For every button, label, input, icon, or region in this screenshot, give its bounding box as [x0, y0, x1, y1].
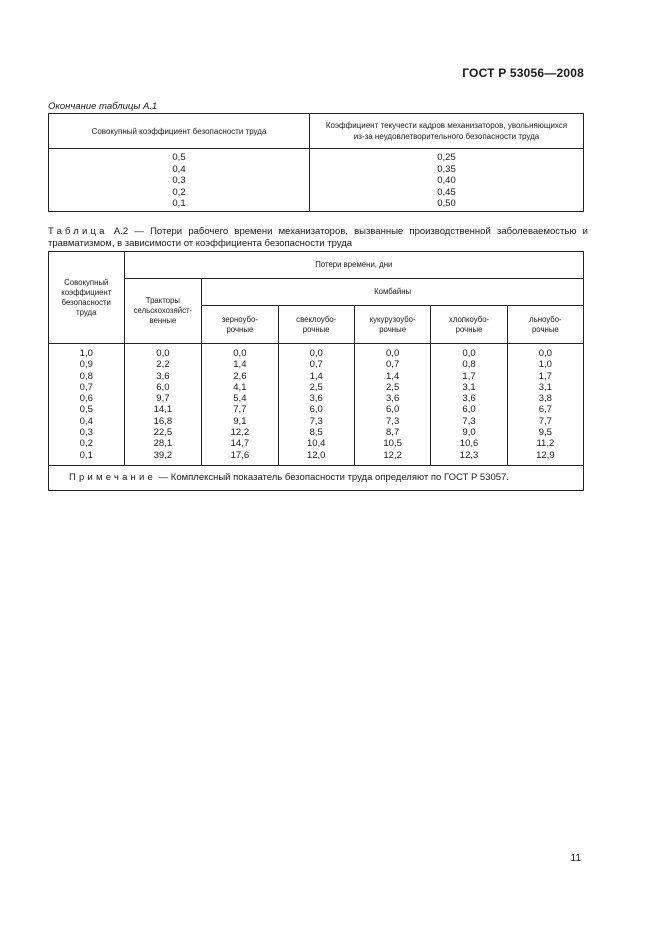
table-label: Таблица — [48, 226, 108, 237]
table-cell: 12,0 — [306, 449, 326, 461]
table-cell: 0,3 — [172, 175, 186, 187]
table-cell: 11,2 — [536, 438, 555, 450]
header-line: рочные — [379, 324, 407, 334]
table-a1-caption: Окончание таблицы А.1 — [48, 101, 158, 112]
table-cell: 1,0 — [538, 359, 552, 371]
table-cell: 22,5 — [153, 427, 173, 439]
table-cell: 7,7 — [538, 415, 552, 427]
table-cell: 16,8 — [153, 415, 173, 427]
table-cell: 0,5 — [79, 404, 93, 416]
table-cell: 12,2 — [230, 427, 250, 439]
table-a2-combine-type-header — [431, 306, 507, 344]
table-cell: 2,6 — [233, 370, 247, 382]
table-cell: 1,0 — [79, 348, 93, 359]
table-cell: 6,0 — [386, 404, 400, 416]
table-cell: 0,50 — [437, 198, 456, 210]
table-cell: 10,6 — [459, 438, 479, 450]
table-cell: 39,2 — [153, 449, 173, 461]
header-line: кукурузоубо- — [369, 314, 416, 324]
header-line: Тракторы — [145, 296, 181, 305]
table-cell: 10,5 — [383, 438, 402, 450]
table-cell: 0,25 — [437, 152, 456, 163]
table-title-text: А.2 — Потери рабочего времени механизаторов, вызванные производственной заболеваемостью и травматизмом, в зависимости от коэффициента безопасности труда — [48, 226, 588, 249]
table-cell: 14,7 — [230, 438, 250, 450]
page-number: 11 — [570, 853, 581, 864]
table-cell: 12,9 — [536, 449, 555, 461]
table-cell: 0,9 — [79, 359, 93, 371]
table-a2 — [48, 251, 584, 491]
table-cell: 0,2 — [79, 438, 93, 450]
table-cell: 2,5 — [309, 381, 323, 393]
table-a1-col-coef-header: Совокупный коэффициент безопасности труда — [49, 114, 310, 149]
table-a2-combine-type-header — [354, 306, 430, 344]
header-line: льноубо- — [529, 314, 562, 324]
table-cell: 9,7 — [156, 393, 170, 405]
table-cell: 0,1 — [172, 198, 186, 210]
header-line: труда — [76, 307, 97, 317]
table-cell: 2,5 — [386, 381, 400, 393]
header-line: коэффициент — [61, 287, 112, 297]
table-cell: 0,3 — [79, 427, 93, 439]
table-cell: 3,1 — [462, 381, 476, 393]
table-cell: 0,6 — [79, 393, 93, 405]
table-cell: 12,3 — [459, 449, 479, 461]
header-line: из-за неудовлетворительного безопасности труда — [353, 132, 540, 141]
table-cell: 0,0 — [462, 348, 476, 359]
table-a2-data-column — [278, 344, 354, 466]
header-line: Совокупный — [64, 277, 109, 287]
table-cell: 14,1 — [153, 404, 173, 416]
table-cell: 5,4 — [233, 393, 247, 405]
table-cell: 3,1 — [538, 381, 552, 393]
note-label: Примечание — [69, 472, 156, 484]
table-cell: 9,0 — [462, 427, 476, 439]
table-cell: 3,6 — [309, 393, 323, 405]
table-cell: 3,6 — [156, 370, 170, 382]
table-cell: 0,0 — [233, 348, 247, 359]
table-a1-turnover-column — [310, 149, 584, 212]
header-line: свеклоубо- — [296, 314, 337, 324]
header-line: хлопкоубо- — [448, 314, 490, 324]
table-cell: 6,0 — [156, 381, 170, 393]
table-cell: 0,2 — [172, 186, 186, 198]
header-line: Коэффициент текучести кадров механизаторов, увольняющихся — [325, 121, 568, 130]
table-cell: 10,4 — [306, 438, 326, 450]
table-a2-combines-header: Комбайны — [202, 279, 584, 306]
table-a2-combine-type-header — [507, 306, 583, 344]
table-cell: 17,6 — [230, 449, 250, 461]
header-line: венные — [149, 316, 177, 325]
table-cell: 0,7 — [386, 359, 400, 371]
table-cell: 7,7 — [233, 404, 247, 416]
table-cell: 4,1 — [233, 381, 247, 393]
header-line: сельскохозяйст- — [133, 306, 193, 315]
table-cell: 6,7 — [538, 404, 552, 416]
table-cell: 0,7 — [309, 359, 323, 371]
document-number: ГОСТ Р 53056—2008 — [462, 66, 584, 80]
table-cell: 0,0 — [386, 348, 400, 359]
table-a2-col-coef-header — [49, 252, 125, 344]
table-a2-losses-header: Потери времени, дни — [124, 252, 583, 279]
header-line: зерноубо- — [221, 314, 258, 324]
table-cell: 0,0 — [538, 348, 552, 359]
table-a2-combine-type-header — [202, 306, 278, 344]
table-cell: 7,3 — [386, 415, 400, 427]
header-line: безопасности — [61, 297, 111, 307]
table-cell: 1,4 — [309, 370, 323, 382]
table-cell: 0,5 — [172, 152, 186, 163]
table-cell: 0,4 — [79, 415, 93, 427]
table-cell: 1,7 — [462, 370, 476, 382]
table-a2-data-column — [49, 344, 125, 466]
header-line: рочные — [226, 324, 254, 334]
table-a2-title — [48, 226, 588, 250]
table-cell: 2,2 — [156, 359, 170, 371]
table-cell: 0,40 — [437, 175, 456, 187]
table-a2-data-column — [124, 344, 202, 466]
table-a1-col-turnover-header — [310, 114, 584, 149]
table-a2-tractors-header — [124, 279, 202, 344]
table-cell: 3,8 — [538, 393, 552, 405]
table-a1-coef-column — [49, 149, 310, 212]
table-a1 — [48, 113, 584, 212]
table-a2-data-column — [431, 344, 507, 466]
table-cell: 6,0 — [309, 404, 323, 416]
table-cell: 1,7 — [538, 370, 552, 382]
table-cell: 1,4 — [386, 370, 400, 382]
table-a2-data-column — [354, 344, 430, 466]
table-cell: 12,2 — [383, 449, 402, 461]
table-cell: 0,0 — [309, 348, 323, 359]
note-text: — Комплексный показатель безопасности труда определяют по ГОСТ Р 53057. — [156, 472, 509, 484]
table-cell: 0,8 — [79, 370, 93, 382]
table-cell: 6,0 — [462, 404, 476, 416]
table-cell: 9,1 — [233, 415, 247, 427]
table-a2-data-column — [202, 344, 278, 466]
table-cell: 0,35 — [437, 163, 456, 175]
table-cell: 0,45 — [437, 186, 456, 198]
table-cell: 0,7 — [79, 381, 93, 393]
table-cell: 3,6 — [462, 393, 476, 405]
table-cell: 1,4 — [233, 359, 247, 371]
table-cell: 3,6 — [386, 393, 400, 405]
header-line: рочные — [531, 324, 559, 334]
table-a2-note — [49, 465, 584, 490]
table-cell: 0,0 — [156, 348, 170, 359]
table-a2-data-column — [507, 344, 583, 466]
table-cell: 7,3 — [462, 415, 476, 427]
table-a2-combine-type-header — [278, 306, 354, 344]
table-cell: 0,4 — [172, 163, 186, 175]
table-cell: 8,5 — [309, 427, 323, 439]
header-line: рочные — [455, 324, 483, 334]
table-cell: 9,5 — [538, 427, 552, 439]
table-cell: 8,7 — [386, 427, 400, 439]
table-cell: 0,1 — [79, 449, 93, 461]
table-cell: 28,1 — [153, 438, 173, 450]
table-cell: 0,8 — [462, 359, 476, 371]
table-cell: 7,3 — [309, 415, 323, 427]
header-line: рочные — [302, 324, 330, 334]
